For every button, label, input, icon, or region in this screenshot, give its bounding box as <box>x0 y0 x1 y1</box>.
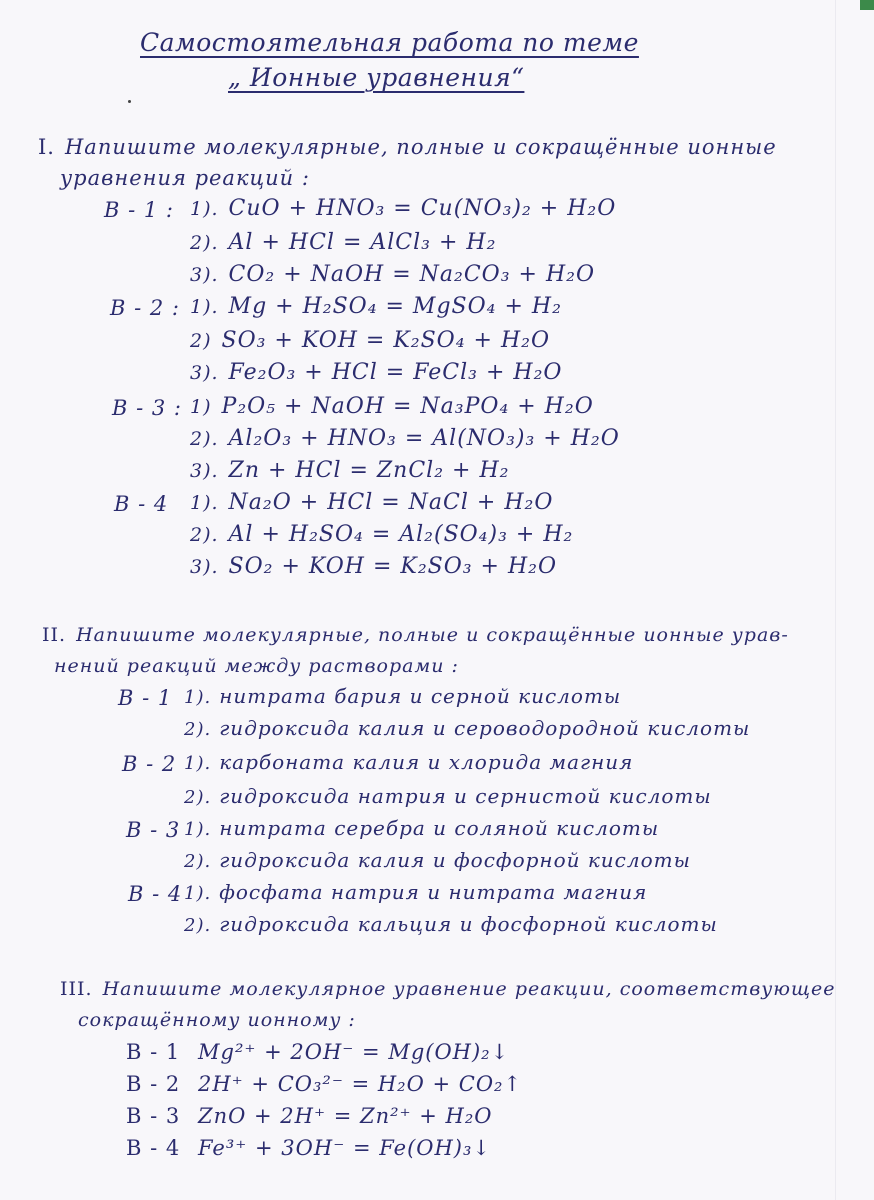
eq-number: 2). <box>190 232 219 254</box>
task3-item-1 <box>126 1040 509 1064</box>
task1-v4-eq1 <box>190 490 553 515</box>
task3-item-3 <box>126 1104 493 1128</box>
item-number: 1). <box>184 883 212 904</box>
item-text: нитрата бария и серной кислоты <box>219 684 622 708</box>
eq-number: 1). <box>190 198 219 220</box>
task1-number: I. <box>38 135 55 159</box>
ionic-equation: Fe³⁺ + 3OH⁻ = Fe(OH)₃↓ <box>198 1136 492 1160</box>
task1-v2-eq3 <box>190 360 562 385</box>
title-line-2: „ Ионные уравнения“ <box>228 63 525 92</box>
ink-dot <box>128 100 131 103</box>
item-number: 2). <box>184 719 212 740</box>
task3-heading <box>60 974 836 1036</box>
equation-text: Fe₂O₃ + HCl = FeCl₃ + H₂O <box>228 360 563 385</box>
item-number: 1). <box>184 753 212 774</box>
task2-variant-4-label: В - 4 <box>128 882 183 906</box>
equation-text: Mg + H₂SO₄ = MgSO₄ + H₂ <box>228 294 562 319</box>
equation-text: SO₂ + KOH = K₂SO₃ + H₂O <box>228 554 558 579</box>
item-text: фосфата натрия и нитрата магния <box>219 880 648 904</box>
equation-text: P₂O₅ + NaOH = Na₃PO₄ + H₂O <box>221 394 594 419</box>
equation-text: Al₂O₃ + HNO₃ = Al(NO₃)₃ + H₂O <box>228 426 620 451</box>
eq-number: 3). <box>190 362 219 384</box>
task3-heading-line1: Напишите молекулярное уравнение реакции, соответствующее <box>102 978 836 1000</box>
worksheet-title <box>140 28 640 92</box>
ionic-equation: Mg²⁺ + 2OH⁻ = Mg(OH)₂↓ <box>198 1040 510 1064</box>
eq-number: 3). <box>190 264 219 286</box>
item-text: гидроксида калия и фосфорной кислоты <box>219 848 691 872</box>
task1-v1-eq1 <box>190 196 616 221</box>
task1-v2-eq2 <box>190 328 550 353</box>
task2-v3-item2 <box>184 848 691 872</box>
variant-label: В - 3 <box>126 1104 181 1128</box>
equation-text: Al + HCl = AlCl₃ + H₂ <box>228 230 497 255</box>
task2-v2-item2 <box>184 784 712 808</box>
task2-heading-line1: Напишите молекулярные, полные и сокращённые ионные урав- <box>76 624 789 646</box>
equation-text: CO₂ + NaOH = Na₂CO₃ + H₂O <box>228 262 595 287</box>
task2-variant-3-label: В - 3 <box>126 818 181 842</box>
variant-label: В - 4 <box>126 1136 181 1160</box>
item-text: гидроксида натрия и сернистой кислоты <box>219 784 712 808</box>
task1-v3-eq1 <box>190 394 594 419</box>
eq-number: 2) <box>190 330 212 352</box>
task1-v1-eq2 <box>190 230 496 255</box>
equation-text: Na₂O + HCl = NaCl + H₂O <box>228 490 554 515</box>
task2-variant-1-label: В - 1 <box>118 686 173 710</box>
task2-heading <box>42 620 789 682</box>
task3-heading-line2: сокращённому ионному : <box>78 1009 356 1031</box>
task2-v3-item1 <box>184 816 659 840</box>
task3-number: III. <box>60 978 93 1000</box>
task2-variant-2-label: В - 2 <box>122 752 177 776</box>
task1-heading-line2: уравнения реакций : <box>60 166 310 190</box>
item-number: 1). <box>184 687 212 708</box>
task1-heading-line1: Напишите молекулярные, полные и сокращённые ионные <box>64 135 777 159</box>
task2-v1-item1 <box>184 684 621 708</box>
item-text: гидроксида калия и сероводородной кислоты <box>219 716 751 740</box>
eq-number: 1). <box>190 492 219 514</box>
task1-v3-eq2 <box>190 426 620 451</box>
eq-number: 2). <box>190 524 219 546</box>
task2-v1-item2 <box>184 716 750 740</box>
equation-text: Zn + HCl = ZnCl₂ + H₂ <box>228 458 510 483</box>
ionic-equation: 2H⁺ + CO₃²⁻ = H₂O + CO₂↑ <box>198 1072 523 1096</box>
equation-text: CuO + HNO₃ = Cu(NO₃)₂ + H₂O <box>228 196 617 221</box>
task1-v4-eq3 <box>190 554 557 579</box>
eq-number: 1) <box>190 396 212 418</box>
item-text: гидроксида кальция и фосфорной кислоты <box>219 912 718 936</box>
eq-number: 3). <box>190 460 219 482</box>
task2-v4-item2 <box>184 912 718 936</box>
task1-v3-eq3 <box>190 458 509 483</box>
title-line-1: Самостоятельная работа по теме <box>140 28 639 57</box>
eq-number: 3). <box>190 556 219 578</box>
item-number: 2). <box>184 915 212 936</box>
task3-item-4 <box>126 1136 491 1160</box>
task1-variant-4-label: В - 4 <box>114 492 169 516</box>
page-edge-mark <box>860 0 874 10</box>
task2-v2-item1 <box>184 750 633 774</box>
task1-variant-1-label: В - 1 : <box>104 198 174 222</box>
task1-v1-eq3 <box>190 262 595 287</box>
task1-variant-2-label: В - 2 : <box>110 296 180 320</box>
task2-heading-line2: нений реакций между растворами : <box>54 655 459 677</box>
task1-v4-eq2 <box>190 522 573 547</box>
eq-number: 1). <box>190 296 219 318</box>
eq-number: 2). <box>190 428 219 450</box>
item-number: 2). <box>184 851 212 872</box>
task1-variant-3-label: В - 3 : <box>112 396 182 420</box>
task1-v2-eq1 <box>190 294 562 319</box>
variant-label: В - 2 <box>126 1072 181 1096</box>
equation-text: Al + H₂SO₄ = Al₂(SO₄)₃ + H₂ <box>228 522 574 547</box>
task2-v4-item1 <box>184 880 647 904</box>
equation-text: SO₃ + KOH = K₂SO₄ + H₂O <box>221 328 550 353</box>
ionic-equation: ZnO + 2H⁺ = Zn²⁺ + H₂O <box>198 1104 493 1128</box>
item-text: карбоната калия и хлорида магния <box>219 750 634 774</box>
task3-item-2 <box>126 1072 522 1096</box>
task2-number: II. <box>42 624 67 646</box>
item-number: 2). <box>184 787 212 808</box>
task1-heading <box>38 132 777 194</box>
item-text: нитрата серебра и соляной кислоты <box>219 816 660 840</box>
variant-label: В - 1 <box>126 1040 181 1064</box>
item-number: 1). <box>184 819 212 840</box>
